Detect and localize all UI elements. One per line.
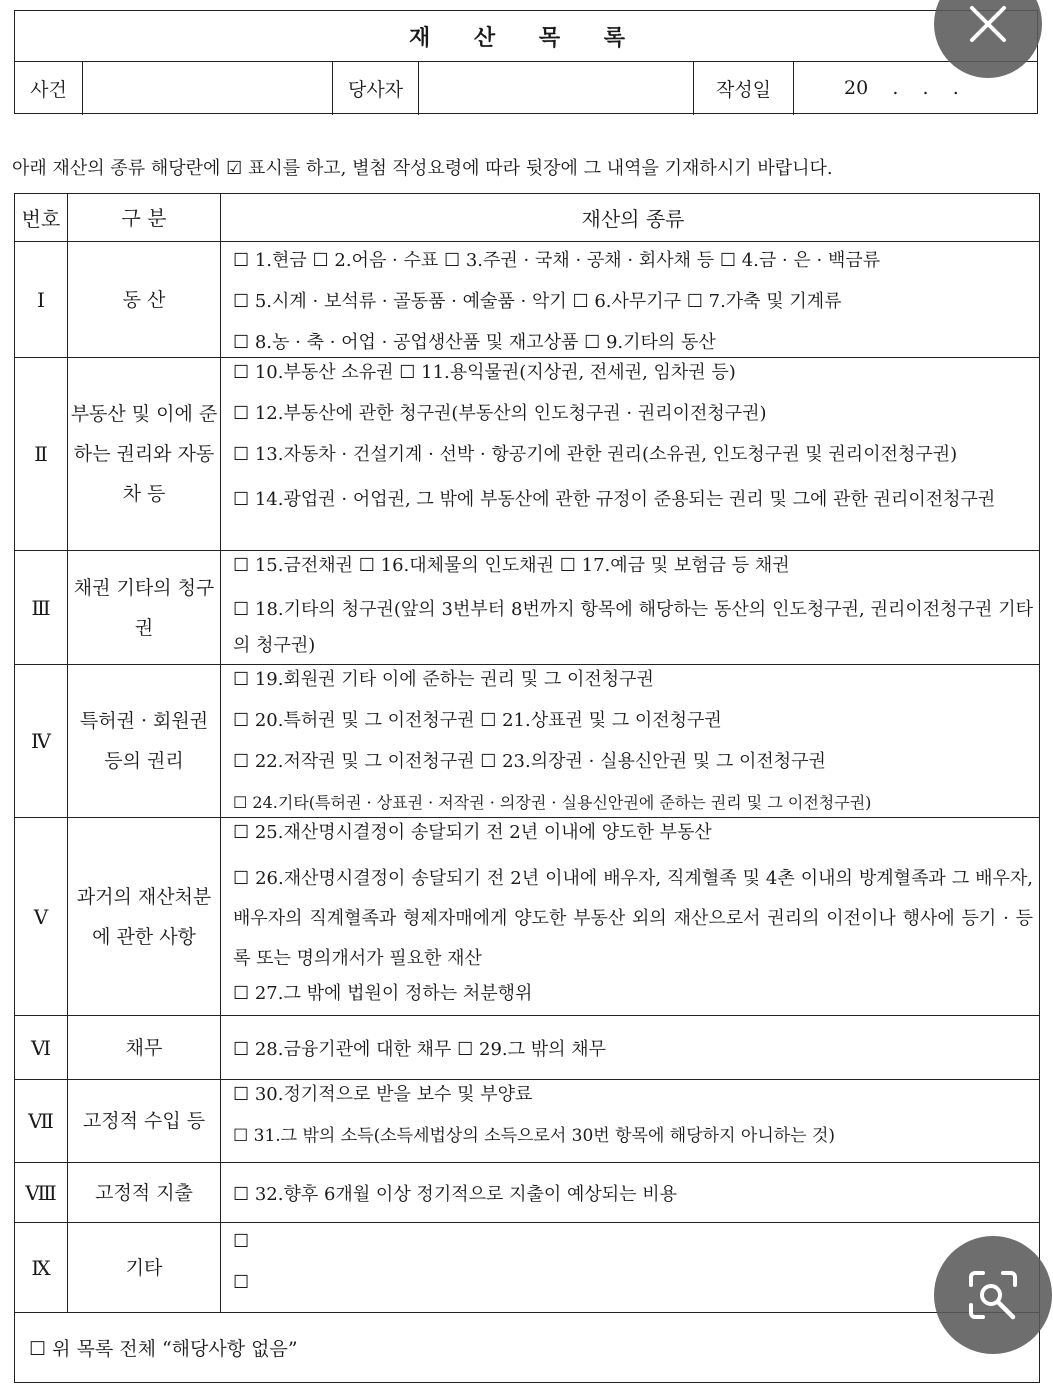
document-title: 재 산 목 록 xyxy=(15,11,1037,62)
row-num: Ⅳ xyxy=(15,665,68,817)
table-row xyxy=(15,550,1039,664)
date-label: 작성일 xyxy=(694,61,794,115)
item-line[interactable]: ☐ 25.재산명시결정이 송달되기 전 2년 이내에 양도한 부동산 xyxy=(233,822,712,843)
item-line[interactable]: ☐ 22.저작권 및 그 이전청구권 ☐ 23.의장권 · 실용신안권 및 그 이전청구권 xyxy=(233,751,826,772)
row-items xyxy=(221,1163,1039,1222)
row-num: Ⅲ xyxy=(15,551,68,664)
item-line[interactable]: ☐ 30.정기적으로 받을 보수 및 부양료 xyxy=(233,1084,533,1105)
lens-search-icon xyxy=(961,1263,1025,1327)
item-line[interactable]: ☐ 1.현금 ☐ 2.어음 · 수표 ☐ 3.주권 · 국채 · 공채 · 회사채 등 ☐ 4.금 · 은 · 백금류 xyxy=(233,250,881,271)
party-value xyxy=(419,61,694,115)
item-line[interactable]: ☐ 14.광업권 · 어업권, 그 밖에 부동산에 관한 규정이 준용되는 권리 및 그에 관한 권리이전청구권 xyxy=(233,489,996,510)
table-row xyxy=(15,241,1039,357)
row-category: 고정적 수입 등 xyxy=(68,1080,221,1162)
row-category: 동 산 xyxy=(68,242,221,357)
no-applicable-items-checkbox[interactable]: ☐ 위 목록 전체 “해당사항 없음” xyxy=(29,1337,298,1360)
table-row xyxy=(15,817,1039,1015)
item-line[interactable]: ☐ xyxy=(233,1231,250,1252)
row-category: 고정적 지출 xyxy=(68,1163,221,1222)
table-row xyxy=(15,664,1039,817)
item-line[interactable]: ☐ 5.시계 · 보석류 · 골동품 · 예술품 · 악기 ☐ 6.사무기구 ☐ 7.가축 및 기계류 xyxy=(233,291,842,312)
item-line[interactable]: ☐ 27.그 밖에 법원이 정하는 처분행위 xyxy=(233,983,533,1004)
party-label: 당사자 xyxy=(333,61,419,115)
header-table xyxy=(14,10,1038,114)
item-line[interactable]: ☐ xyxy=(233,1272,250,1293)
row-category: 부동산 및 이에 준하는 권리와 자동차 등 xyxy=(68,358,221,550)
header-info-row xyxy=(15,61,1037,115)
row-category: 과거의 재산처분에 관한 사항 xyxy=(68,818,221,1015)
row-items xyxy=(221,551,1039,664)
row-items xyxy=(221,1223,1039,1312)
table-row xyxy=(15,357,1039,550)
item-line[interactable]: ☐ 24.기타(특허권 · 상표권 · 저작권 · 의장권 · 실용신안권에 준하는 권리 및 그 이전청구권) xyxy=(233,793,872,812)
row-num: Ⅷ xyxy=(15,1163,68,1222)
row-items xyxy=(221,818,1039,1015)
row-category: 채무 xyxy=(68,1016,221,1079)
row-num: Ⅰ xyxy=(15,242,68,357)
item-line[interactable]: ☐ 26.재산명시결정이 송달되기 전 2년 이내에 배우자, 직계혈족 및 4촌 이내의 방계혈족과 그 배우자, 배우자의 직계혈족과 형제자매에게 양도한 부동산 외의 재산으로서 권리의 이전이나 행사에 등기 · 등록 또는 명의개서가 필요한 재산 xyxy=(233,868,1033,969)
table-footer-row xyxy=(15,1312,1039,1381)
header-items: 재산의 종류 xyxy=(581,207,685,231)
row-items xyxy=(221,665,1039,817)
table-row xyxy=(15,1162,1039,1222)
header-num: 번호 xyxy=(15,194,68,241)
item-line[interactable]: ☐ 32.향후 6개월 이상 정기적으로 지출이 예상되는 비용 xyxy=(233,1183,678,1205)
row-items xyxy=(221,1016,1039,1079)
row-items xyxy=(221,358,1039,550)
asset-table xyxy=(14,193,1040,1383)
table-row xyxy=(15,1015,1039,1079)
table-header-row xyxy=(15,194,1039,241)
row-num: Ⅴ xyxy=(15,818,68,1015)
item-line[interactable]: ☐ 13.자동차 · 건설기계 · 선박 · 항공기에 관한 권리(소유권, 인도청구권 및 권리이전청구권) xyxy=(233,444,958,465)
row-category: 기타 xyxy=(68,1223,221,1312)
row-category: 채권 기타의 청구권 xyxy=(68,551,221,664)
row-category: 특허권 · 회원권 등의 권리 xyxy=(68,665,221,817)
date-value: 20 . . . xyxy=(844,77,959,99)
row-num: Ⅸ xyxy=(15,1223,68,1312)
table-row xyxy=(15,1079,1039,1162)
case-value xyxy=(83,61,333,115)
row-num: Ⅶ xyxy=(15,1080,68,1162)
instruction-text: 아래 재산의 종류 해당란에 ☑ 표시를 하고, 별첨 작성요령에 따라 뒷장에 그 내역을 기재하시기 바랍니다. xyxy=(12,158,833,179)
header-category: 구 분 xyxy=(68,194,221,241)
item-line[interactable]: ☐ 18.기타의 청구권(앞의 3번부터 8번까지 항목에 해당하는 동산의 인도청구권, 권리이전청구권 기타의 청구권) xyxy=(233,599,1033,656)
row-num: Ⅵ xyxy=(15,1016,68,1079)
item-line[interactable]: ☐ 12.부동산에 관한 청구권(부동산의 인도청구권 · 권리이전청구권) xyxy=(233,403,767,424)
item-line[interactable]: ☐ 19.회원권 기타 이에 준하는 권리 및 그 이전청구권 xyxy=(233,669,654,690)
row-items xyxy=(221,1080,1039,1162)
item-line[interactable]: ☐ 28.금융기관에 대한 채무 ☐ 29.그 밖의 채무 xyxy=(233,1038,607,1060)
item-line[interactable]: ☐ 15.금전채권 ☐ 16.대체물의 인도채권 ☐ 17.예금 및 보험금 등 채권 xyxy=(233,555,790,576)
close-icon xyxy=(966,2,1010,46)
item-line[interactable]: ☐ 10.부동산 소유권 ☐ 11.용익물권(지상권, 전세권, 임차권 등) xyxy=(233,362,736,383)
item-line[interactable]: ☐ 31.그 밖의 소득(소득세법상의 소득으로서 30번 항목에 해당하지 아니하는 것) xyxy=(233,1126,836,1146)
item-line[interactable]: ☐ 20.특허권 및 그 이전청구권 ☐ 21.상표권 및 그 이전청구권 xyxy=(233,710,722,731)
table-row xyxy=(15,1222,1039,1312)
row-items xyxy=(221,242,1039,357)
lens-search-button[interactable] xyxy=(934,1236,1052,1354)
item-line[interactable]: ☐ 8.농 · 축 · 어업 · 공업생산품 및 재고상품 ☐ 9.기타의 동산 xyxy=(233,332,716,353)
case-label: 사건 xyxy=(15,61,83,115)
row-num: Ⅱ xyxy=(15,358,68,550)
